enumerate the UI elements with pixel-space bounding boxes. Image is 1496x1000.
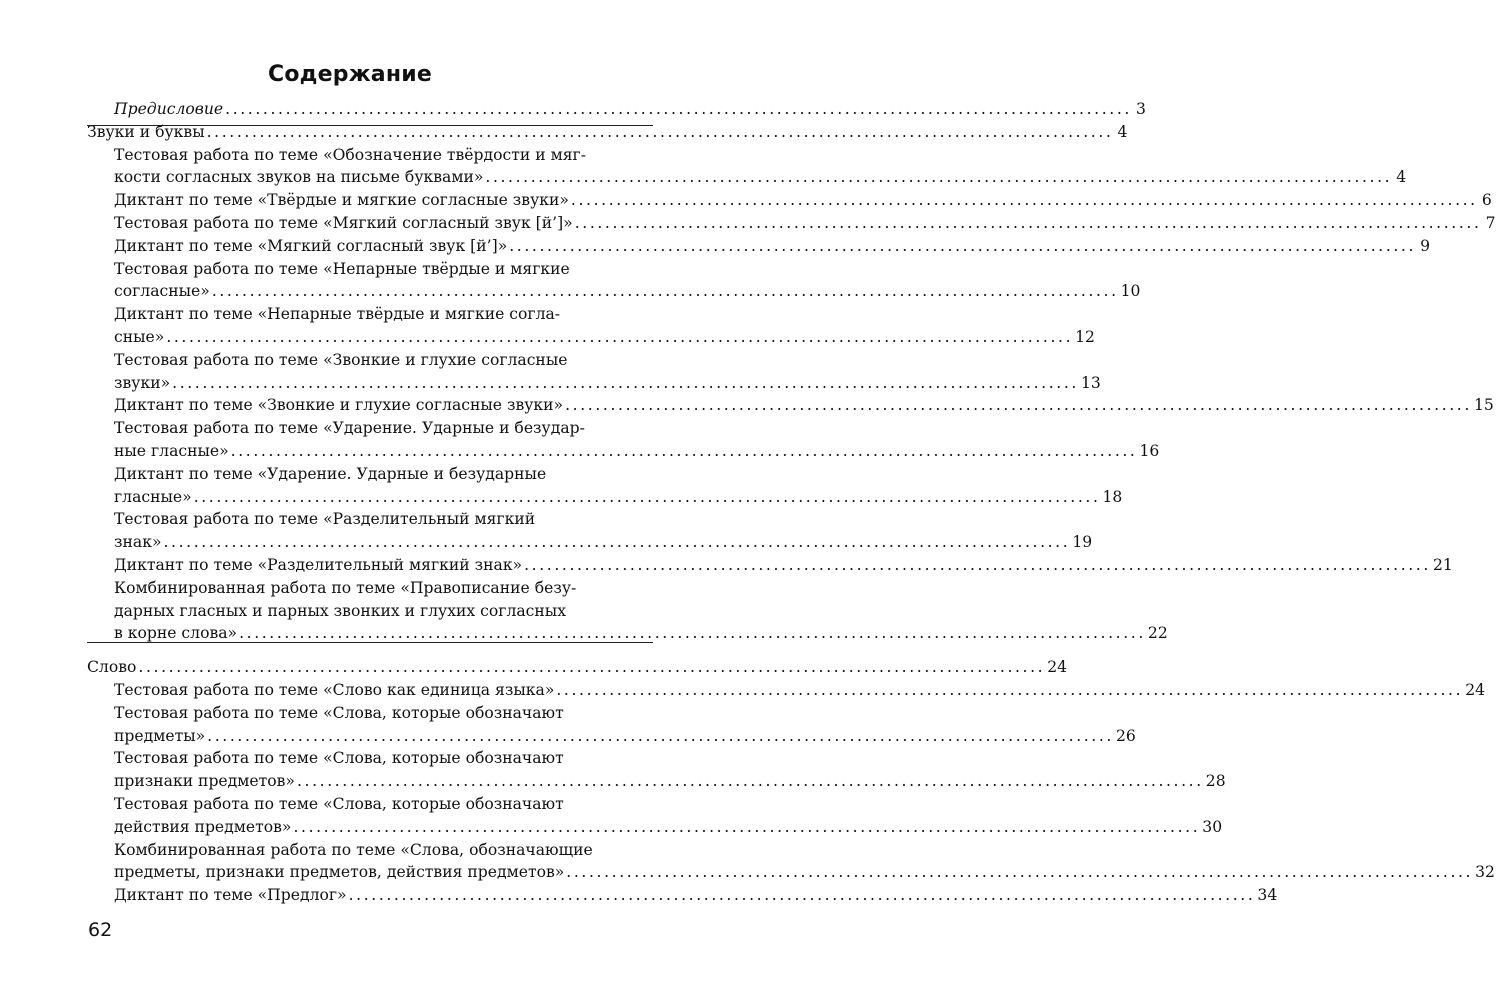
toc-entry: [87, 463, 1123, 509]
toc-section: [87, 121, 1128, 144]
toc-line: [87, 656, 1068, 679]
toc-page-number: 3: [1136, 100, 1146, 118]
dot-leader: ........................................................................................................................: [207, 726, 1114, 745]
toc-page-number: 24: [1047, 658, 1068, 677]
toc-entry: [87, 235, 1431, 258]
toc-line: Тестовая работа по теме «Звонкие и глухие согласные: [114, 350, 568, 369]
toc-line: [114, 816, 1223, 839]
toc-line: Диктант по теме «Непарные твёрдые и мягкие согла-: [114, 305, 561, 324]
toc-page-number: 18: [1102, 487, 1123, 506]
toc-page-number: 34: [1257, 886, 1278, 905]
toc-page-number: 4: [1396, 168, 1407, 187]
toc-entry-text: кости согласных звуков на письме буквами»: [114, 168, 484, 187]
toc-page-number: 12: [1075, 327, 1095, 346]
toc-page-number: 24: [1465, 680, 1486, 699]
dot-leader: ........................................................................................................................: [225, 100, 1132, 118]
dot-leader: ........................................................................................................................: [166, 327, 1074, 346]
toc-entry: [87, 212, 1496, 235]
toc-page-number: 7: [1485, 213, 1496, 232]
toc-entry: [87, 679, 1486, 702]
toc-entry: [87, 747, 1226, 793]
toc-line: [114, 531, 1093, 554]
toc-page-number: 15: [1473, 396, 1494, 415]
dot-leader: ........................................................................................................................: [163, 533, 1071, 552]
toc-entry: [87, 349, 1101, 395]
page-number: 62: [88, 919, 113, 941]
toc-line: Тестовая работа по теме «Непарные твёрдые и мягкие: [114, 259, 570, 278]
dot-leader: ........................................................................................................................: [293, 817, 1201, 836]
toc-line: [114, 770, 1226, 793]
toc-entry-text: знак»: [114, 533, 162, 552]
dot-leader: ........................................................................................................................: [193, 487, 1101, 506]
toc-entry-text: ные гласные»: [114, 441, 229, 460]
toc-page-number: 21: [1432, 555, 1453, 574]
toc-entry-text: Слово: [87, 658, 137, 677]
toc-line: [114, 486, 1123, 509]
dot-leader: ........................................................................................................................: [566, 863, 1474, 882]
toc-entry-text: Предисловие: [114, 100, 224, 118]
toc-page-number: 4: [1117, 122, 1128, 141]
dot-leader: ........................................................................................................................: [570, 191, 1478, 210]
page-title: Содержание: [268, 62, 432, 87]
toc-page-number: 30: [1202, 817, 1223, 836]
toc-line: [114, 884, 1278, 907]
dot-leader: ........................................................................................................................: [206, 122, 1114, 141]
toc-entry: [87, 554, 1453, 577]
toc-line: [114, 622, 1168, 645]
dot-leader: ........................................................................................................................: [509, 236, 1417, 255]
toc-entry-text: Диктант по теме «Звонкие и глухие согласные звуки»: [114, 396, 564, 415]
toc-page-number: 16: [1139, 441, 1160, 460]
toc-entry-text: предметы, признаки предметов, действия предметов»: [114, 863, 565, 882]
toc-entry: [87, 839, 1495, 885]
dot-leader: ........................................................................................................................: [296, 772, 1204, 791]
toc-page-number: 13: [1080, 373, 1101, 392]
toc-line: Комбинированная работа по теме «Правописание безу-: [114, 578, 577, 597]
toc-entry-text: действия предметов»: [114, 817, 292, 836]
toc-entry: [87, 508, 1093, 554]
toc-line: [114, 554, 1453, 577]
toc-line: Тестовая работа по теме «Обозначение твёрдости и мяг-: [114, 145, 586, 164]
toc-line: [114, 189, 1492, 212]
toc-page-number: 28: [1205, 772, 1226, 791]
toc-line: [87, 121, 1128, 144]
toc-entry-text: сные»: [114, 327, 165, 346]
toc-entry: [87, 144, 1407, 190]
toc-entry: [87, 702, 1136, 748]
dot-leader: ........................................................................................................................: [348, 886, 1256, 905]
toc-line: дарных гласных и парных звонких и глухих согласных: [114, 601, 566, 620]
toc-entry-preface: [87, 98, 1146, 121]
toc-entry: [87, 394, 1494, 417]
dot-leader: ........................................................................................................................: [230, 441, 1138, 460]
toc-entry-text: согласные»: [114, 282, 210, 301]
toc-page-number: 32: [1475, 863, 1495, 882]
toc-entry: [87, 793, 1223, 839]
dot-leader: ........................................................................................................................: [565, 396, 1472, 415]
toc-entry: [87, 417, 1160, 463]
dot-leader: ........................................................................................................................: [239, 624, 1146, 643]
toc-line: [114, 440, 1160, 463]
toc-line: [114, 212, 1496, 235]
toc-page-number: 19: [1072, 533, 1093, 552]
toc-line: [114, 725, 1136, 748]
dot-leader: ........................................................................................................................: [485, 168, 1393, 187]
toc-page-number: 22: [1147, 624, 1168, 643]
toc-line: [114, 166, 1407, 189]
toc-entry: [87, 884, 1278, 907]
toc-entry-text: Тестовая работа по теме «Слово как единица языка»: [114, 680, 555, 699]
toc-entry-text: признаки предметов»: [114, 772, 295, 791]
toc-entry-text: Диктант по теме «Твёрдые и мягкие согласные звуки»: [114, 191, 569, 210]
toc-line: [114, 326, 1095, 349]
toc-line: Тестовая работа по теме «Слова, которые обозначают: [114, 794, 564, 813]
toc-line: Диктант по теме «Ударение. Ударные и безударные: [114, 464, 547, 483]
toc-entry: [87, 189, 1492, 212]
toc-entry: [87, 303, 1095, 349]
dot-leader: ........................................................................................................................: [172, 373, 1079, 392]
toc-entry-text: Диктант по теме «Разделительный мягкий знак»: [114, 555, 523, 574]
toc-line: Тестовая работа по теме «Слова, которые обозначают: [114, 703, 564, 722]
dot-leader: ........................................................................................................................: [211, 282, 1119, 301]
toc-line: [114, 861, 1495, 884]
dot-leader: ........................................................................................................................: [138, 658, 1046, 677]
toc-line: [114, 679, 1486, 702]
dot-leader: ........................................................................................................................: [556, 680, 1464, 699]
toc-line: Тестовая работа по теме «Разделительный мягкий: [114, 510, 536, 529]
toc-entry-text: в корне слова»: [114, 624, 238, 643]
dot-leader: ........................................................................................................................: [574, 213, 1482, 232]
toc-entry-text: предметы»: [114, 726, 206, 745]
toc-page-number: 10: [1120, 282, 1141, 301]
toc-page-number: 26: [1115, 726, 1136, 745]
toc-entry-text: Звуки и буквы: [87, 122, 205, 141]
toc-line: [114, 394, 1494, 417]
toc-line: [114, 280, 1141, 303]
toc-entry-text: звуки»: [114, 373, 171, 392]
toc-page-number: 6: [1481, 191, 1492, 210]
toc-line: [114, 372, 1101, 395]
toc-line: Тестовая работа по теме «Ударение. Ударные и безудар-: [114, 419, 585, 438]
toc-line: [114, 235, 1431, 258]
toc-line: Тестовая работа по теме «Слова, которые обозначают: [114, 749, 564, 768]
toc-entry-text: гласные»: [114, 487, 192, 506]
toc-entry: [87, 258, 1141, 304]
toc-entry-text: Диктант по теме «Мягкий согласный звук [й’]»: [114, 236, 508, 255]
toc-line: Комбинированная работа по теме «Слова, обозначающие: [114, 840, 593, 859]
toc-page-number: 9: [1420, 236, 1431, 255]
toc-entry-text: Диктант по теме «Предлог»: [114, 886, 347, 905]
table-of-contents: [87, 98, 1496, 907]
toc-entry: [87, 577, 1168, 645]
dot-leader: ........................................................................................................................: [524, 555, 1431, 574]
toc-section: [87, 656, 1068, 679]
toc-entry-text: Тестовая работа по теме «Мягкий согласный звук [й’]»: [114, 213, 573, 232]
